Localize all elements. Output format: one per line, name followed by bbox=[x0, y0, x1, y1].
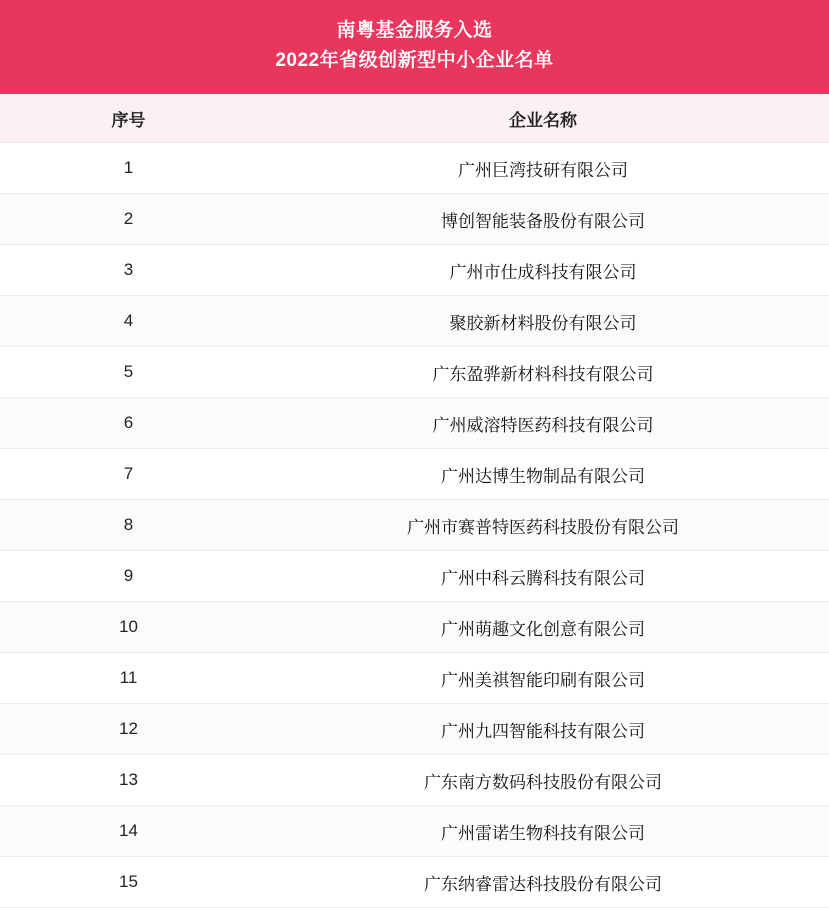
row-index: 1 bbox=[0, 143, 257, 194]
table-header-row bbox=[0, 94, 829, 143]
title-banner bbox=[0, 0, 829, 94]
table-row bbox=[0, 143, 829, 194]
row-company-name: 广州美祺智能印刷有限公司 bbox=[257, 653, 829, 704]
title-line-2: 2022年省级创新型中小企业名单 bbox=[275, 50, 554, 71]
table-row bbox=[0, 194, 829, 245]
table-row bbox=[0, 857, 829, 908]
row-company-name: 聚胶新材料股份有限公司 bbox=[257, 296, 829, 347]
row-index: 8 bbox=[0, 500, 257, 551]
row-company-name: 广东南方数码科技股份有限公司 bbox=[257, 755, 829, 806]
table-row bbox=[0, 755, 829, 806]
column-header-index: 序号 bbox=[0, 94, 257, 143]
table-row bbox=[0, 245, 829, 296]
row-index: 12 bbox=[0, 704, 257, 755]
table-body bbox=[0, 143, 829, 908]
table-row bbox=[0, 296, 829, 347]
row-company-name: 广州威溶特医药科技有限公司 bbox=[257, 398, 829, 449]
column-header-name: 企业名称 bbox=[257, 94, 829, 143]
company-table-container bbox=[0, 94, 829, 908]
row-company-name: 广东盈骅新材料科技有限公司 bbox=[257, 347, 829, 398]
table-header bbox=[0, 94, 829, 143]
row-index: 11 bbox=[0, 653, 257, 704]
table-row bbox=[0, 500, 829, 551]
company-table bbox=[0, 94, 829, 908]
row-company-name: 广州九四智能科技有限公司 bbox=[257, 704, 829, 755]
table-row bbox=[0, 806, 829, 857]
row-company-name: 广东纳睿雷达科技股份有限公司 bbox=[257, 857, 829, 908]
row-index: 6 bbox=[0, 398, 257, 449]
row-index: 15 bbox=[0, 857, 257, 908]
row-company-name: 广州达博生物制品有限公司 bbox=[257, 449, 829, 500]
row-company-name: 广州市仕成科技有限公司 bbox=[257, 245, 829, 296]
row-index: 2 bbox=[0, 194, 257, 245]
table-row bbox=[0, 653, 829, 704]
row-index: 3 bbox=[0, 245, 257, 296]
table-row bbox=[0, 449, 829, 500]
row-company-name: 广州萌趣文化创意有限公司 bbox=[257, 602, 829, 653]
row-index: 14 bbox=[0, 806, 257, 857]
row-index: 10 bbox=[0, 602, 257, 653]
row-company-name: 广州巨湾技研有限公司 bbox=[257, 143, 829, 194]
table-row bbox=[0, 347, 829, 398]
table-row bbox=[0, 551, 829, 602]
table-row bbox=[0, 602, 829, 653]
row-company-name: 博创智能装备股份有限公司 bbox=[257, 194, 829, 245]
row-index: 5 bbox=[0, 347, 257, 398]
row-index: 9 bbox=[0, 551, 257, 602]
row-company-name: 广州中科云腾科技有限公司 bbox=[257, 551, 829, 602]
table-row bbox=[0, 704, 829, 755]
row-company-name: 广州市赛普特医药科技股份有限公司 bbox=[257, 500, 829, 551]
row-index: 4 bbox=[0, 296, 257, 347]
row-index: 13 bbox=[0, 755, 257, 806]
row-index: 7 bbox=[0, 449, 257, 500]
row-company-name: 广州雷诺生物科技有限公司 bbox=[257, 806, 829, 857]
table-row bbox=[0, 398, 829, 449]
title-line-1: 南粤基金服务入选 bbox=[336, 20, 493, 41]
